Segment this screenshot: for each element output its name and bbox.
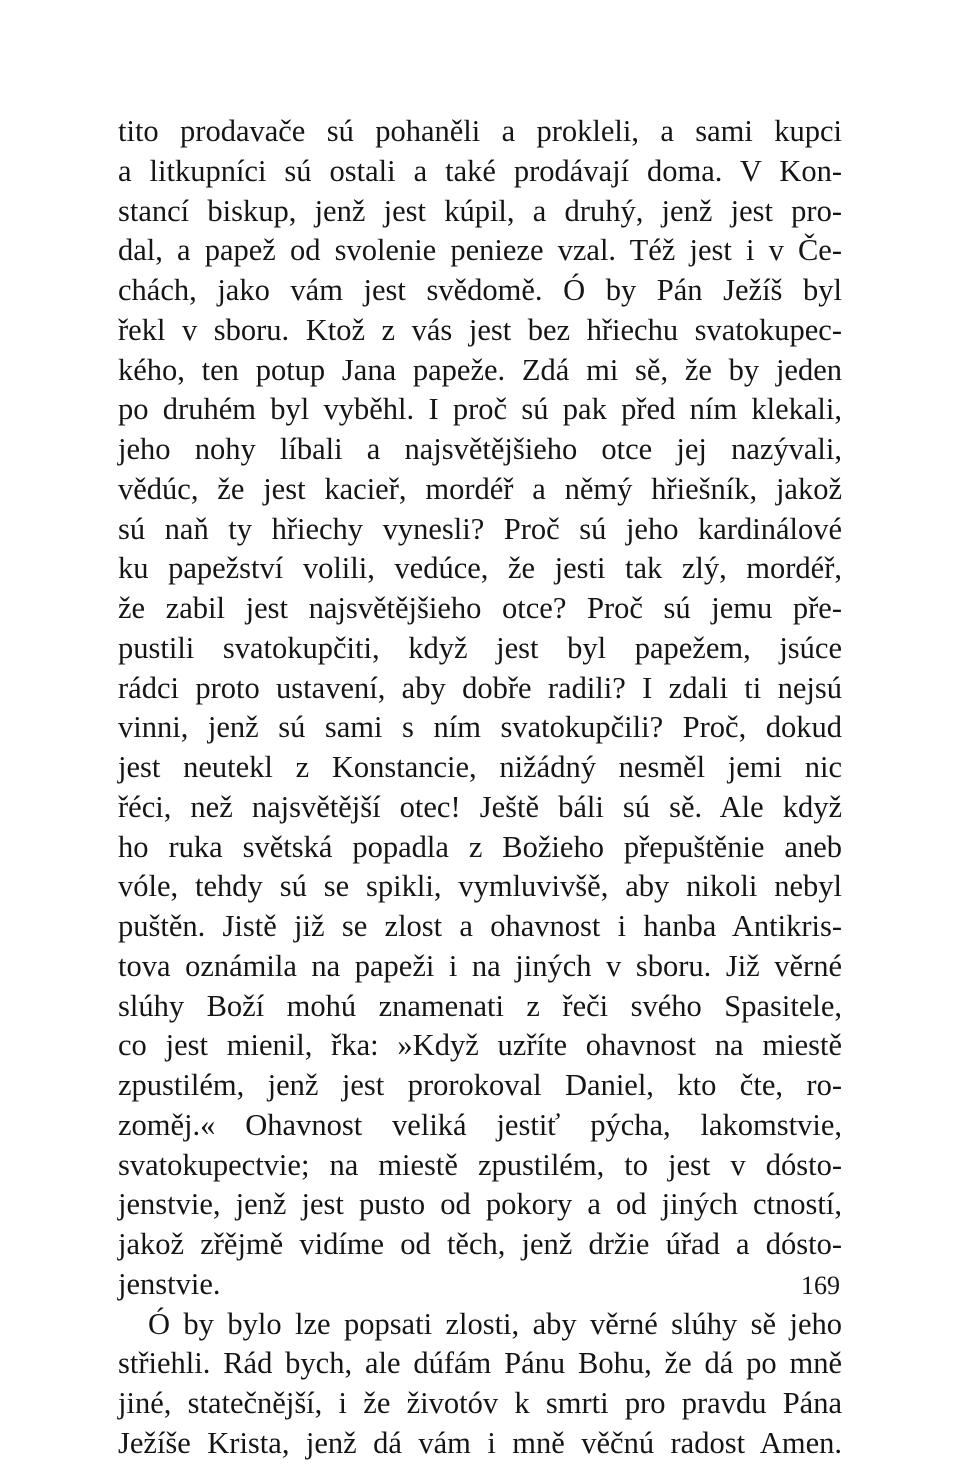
text-line: jenstvie, jenž jest pusto od pokory a od jiných ctností,: [118, 1187, 842, 1222]
text-line: kého, ten potup Jana papeže. Zdá mi sě, že by jeden: [118, 352, 842, 387]
text-line: jest neutekl z Konstancie, nižádný nesměl jemi nic: [118, 750, 842, 784]
text-line: vinni, jenž sú sami s ním svatokupčili? Proč, dokud: [118, 710, 842, 745]
text-line: dal, a papež od svolenie penieze vzal. Též jest i v Če-: [118, 233, 842, 268]
text-line: rádci proto ustavení, aby dobře radili? I zdali ti nejsú: [118, 670, 842, 705]
text-line: tova oznámila na papeži i na jiných v sboru. Již věrné: [118, 948, 842, 983]
body-text: [118, 112, 842, 1464]
text-line: sú naň ty hřiechy vynesli? Proč sú jeho kardinálové: [118, 511, 842, 546]
text-line: a litkupníci sú ostali a také prodávají doma. V Kon-: [118, 153, 842, 188]
text-line: po druhém byl vyběhl. I proč sú pak před ním klekali,: [118, 392, 842, 427]
text-line: slúhy Boží mohú znamenati z řeči svého Spasitele,: [118, 988, 842, 1023]
text-line: jakož zřějmě vidíme od těch, jenž držie úřad a dósto-: [118, 1227, 842, 1261]
text-line: ku papežství volili, vedúce, že jesti tak zlý, mordéř,: [118, 551, 842, 586]
text-line: Ježíše Krista, jenž dá vám i mně věčnú radost Amen.: [118, 1425, 842, 1460]
text-line: vědúc, že jest kacieř, mordéř a němý hřiešník, jakož: [118, 471, 842, 506]
text-line: zoměj.« Ohavnost veliká jestiť pýcha, lakomstvie,: [118, 1107, 842, 1142]
text-line: svatokupectvie; na miestě zpustilém, to jest v dósto-: [118, 1147, 842, 1182]
text-line: jiné, statečnější, i že životóv k smrti pro pravdu Pána: [118, 1386, 842, 1420]
text-line: stancí biskup, jenž jest kúpil, a druhý, jenž jest pro-: [118, 193, 842, 228]
text-line: puštěn. Jistě již se zlost a ohavnost i hanba Antikris-: [118, 909, 842, 943]
text-line: ho ruka světská popadla z Božieho přepuštěnie aneb: [118, 829, 842, 864]
text-line: jenstvie.: [118, 1266, 221, 1301]
text-line: řekl v sboru. Ktož z vás jest bez hřiechu svatokupec-: [118, 312, 842, 347]
text-line: tito prodavače sú pohaněli a prokleli, a sami kupci: [118, 114, 842, 148]
text-line: jeho nohy líbali a najsvětějšieho otce jej nazývali,: [118, 432, 842, 466]
text-line: že zabil jest najsvětějšieho otce? Proč sú jemu pře-: [118, 591, 842, 625]
text-line: Ó by bylo lze popsati zlosti, aby věrné slúhy sě jeho: [148, 1306, 842, 1341]
text-line: vóle, tehdy sú se spikli, vymluvivšě, aby nikoli nebyl: [118, 869, 842, 904]
text-line: střiehli. Rád bych, ale dúfám Pánu Bohu, že dá po mně: [118, 1346, 842, 1381]
page-number: 169: [801, 1271, 840, 1300]
text-line: chách, jako vám jest svědomě. Ó by Pán Ježíš byl: [118, 273, 842, 307]
text-line: zpustilém, jenž jest prorokoval Daniel, kto čte, ro-: [118, 1068, 842, 1102]
text-line: řéci, než najsvětější otec! Ještě báli sú sě. Ale když: [118, 789, 842, 824]
text-line: co jest mienil, řka: »Když uzříte ohavnost na miestě: [118, 1028, 842, 1063]
text-line: pustili svatokupčiti, když jest byl papežem, jsúce: [118, 630, 842, 665]
